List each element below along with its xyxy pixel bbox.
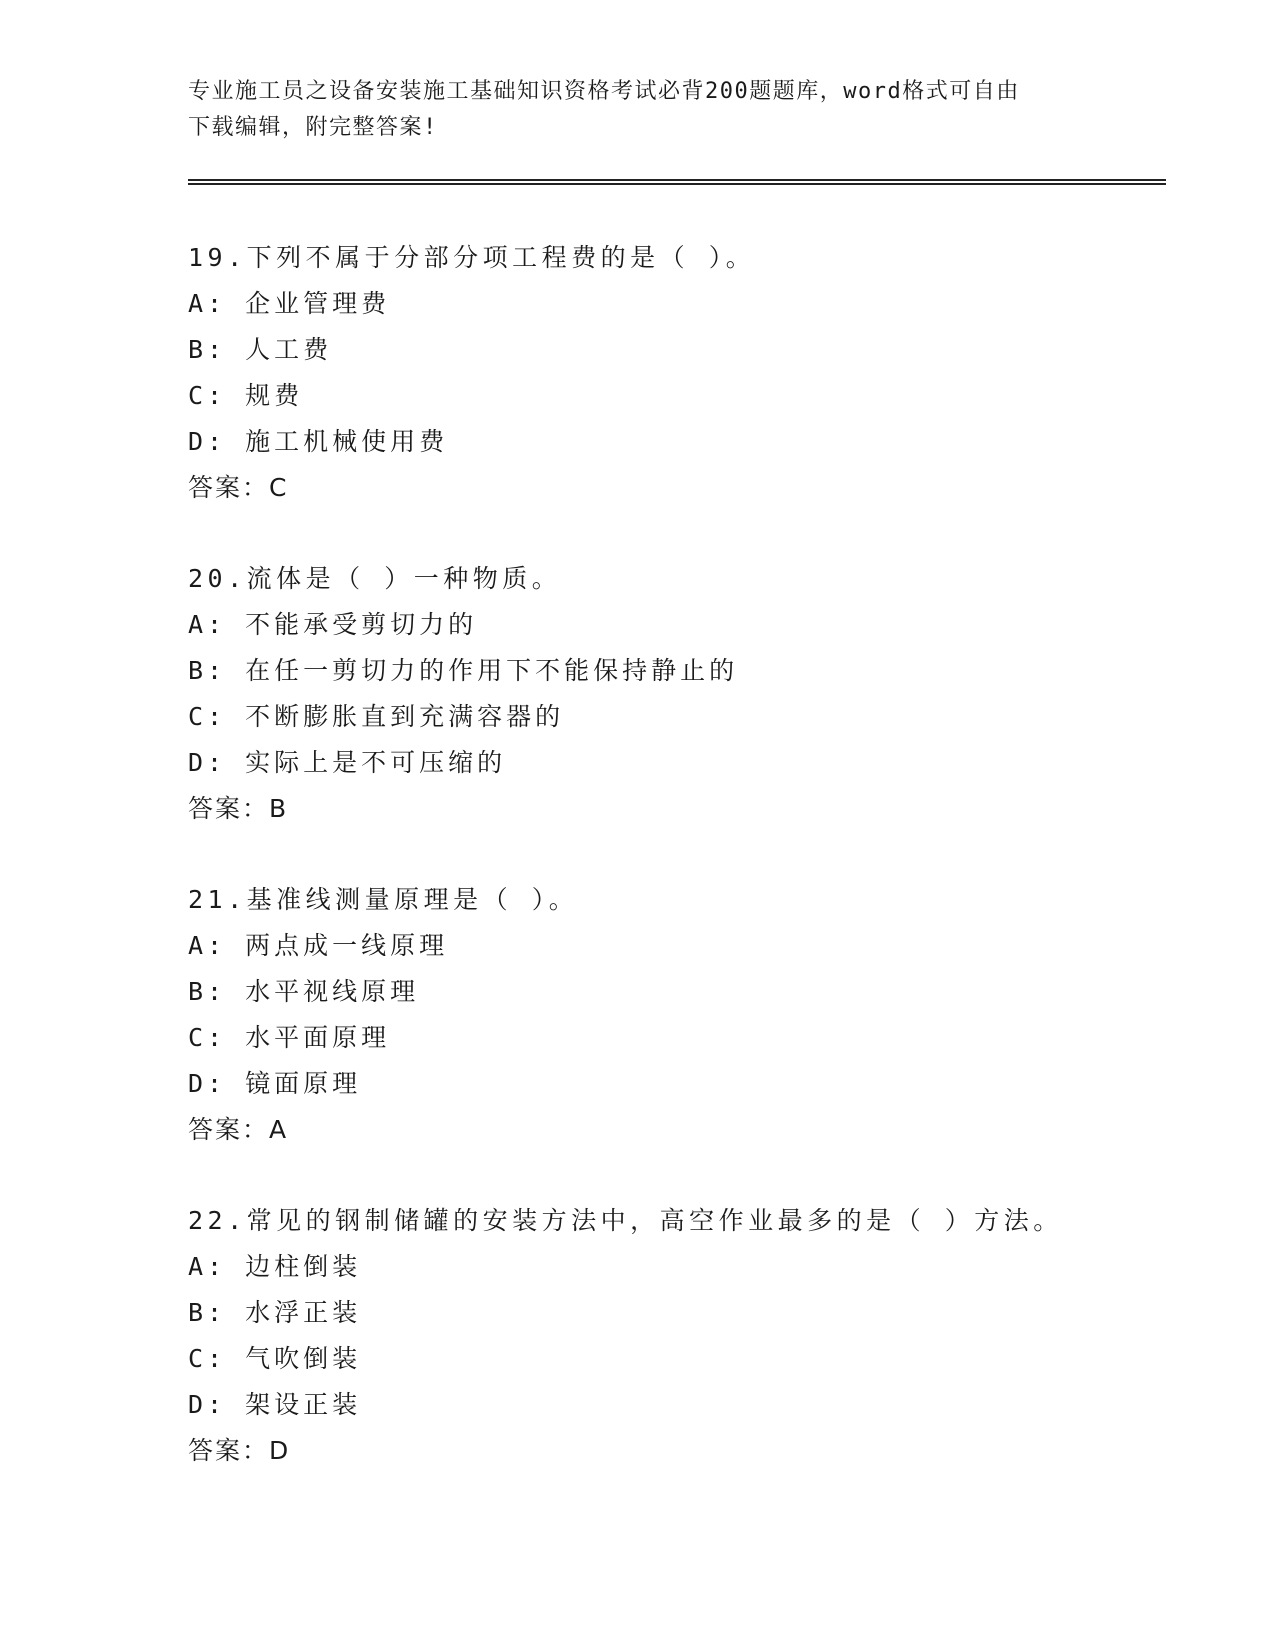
answer-line: 答案：B xyxy=(188,794,289,823)
question-stem: 22.常见的钢制储罐的安装方法中，高空作业最多的是（ ）方法。 xyxy=(188,1206,1063,1235)
header-line-1: 专业施工员之设备安装施工基础知识资格考试必背200题题库，word格式可自由 xyxy=(188,79,1020,104)
header-divider xyxy=(188,179,1166,185)
answer-line: 答案：D xyxy=(188,1436,291,1465)
option-b: B: 在任一剪切力的作用下不能保持静止的 xyxy=(188,656,739,685)
document-header xyxy=(188,74,1088,146)
answer-line: 答案：C xyxy=(188,473,289,502)
option-a: A: 边柱倒装 xyxy=(188,1252,362,1281)
question-stem: 20.流体是（ ）一种物质。 xyxy=(188,564,562,593)
option-a: A: 企业管理费 xyxy=(188,289,391,318)
option-c: C: 气吹倒装 xyxy=(188,1344,362,1373)
question-21 xyxy=(188,877,1168,1153)
option-b: B: 水浮正装 xyxy=(188,1298,362,1327)
option-d: D: 实际上是不可压缩的 xyxy=(188,748,507,777)
option-d: D: 架设正装 xyxy=(188,1390,362,1419)
option-b: B: 人工费 xyxy=(188,335,333,364)
question-19 xyxy=(188,235,1168,511)
answer-line: 答案：A xyxy=(188,1115,289,1144)
option-b: B: 水平视线原理 xyxy=(188,977,420,1006)
question-stem: 21.基准线测量原理是（ ）。 xyxy=(188,885,579,914)
option-c: C: 不断膨胀直到充满容器的 xyxy=(188,702,565,731)
option-c: C: 规费 xyxy=(188,381,304,410)
question-20 xyxy=(188,556,1168,832)
question-list xyxy=(188,235,1168,1519)
option-c: C: 水平面原理 xyxy=(188,1023,391,1052)
option-a: A: 两点成一线原理 xyxy=(188,931,449,960)
question-stem: 19.下列不属于分部分项工程费的是（ ）。 xyxy=(188,243,756,272)
option-d: D: 镜面原理 xyxy=(188,1069,362,1098)
option-a: A: 不能承受剪切力的 xyxy=(188,610,478,639)
option-d: D: 施工机械使用费 xyxy=(188,427,449,456)
question-22 xyxy=(188,1198,1168,1474)
header-line-2: 下载编辑，附完整答案! xyxy=(188,115,438,140)
